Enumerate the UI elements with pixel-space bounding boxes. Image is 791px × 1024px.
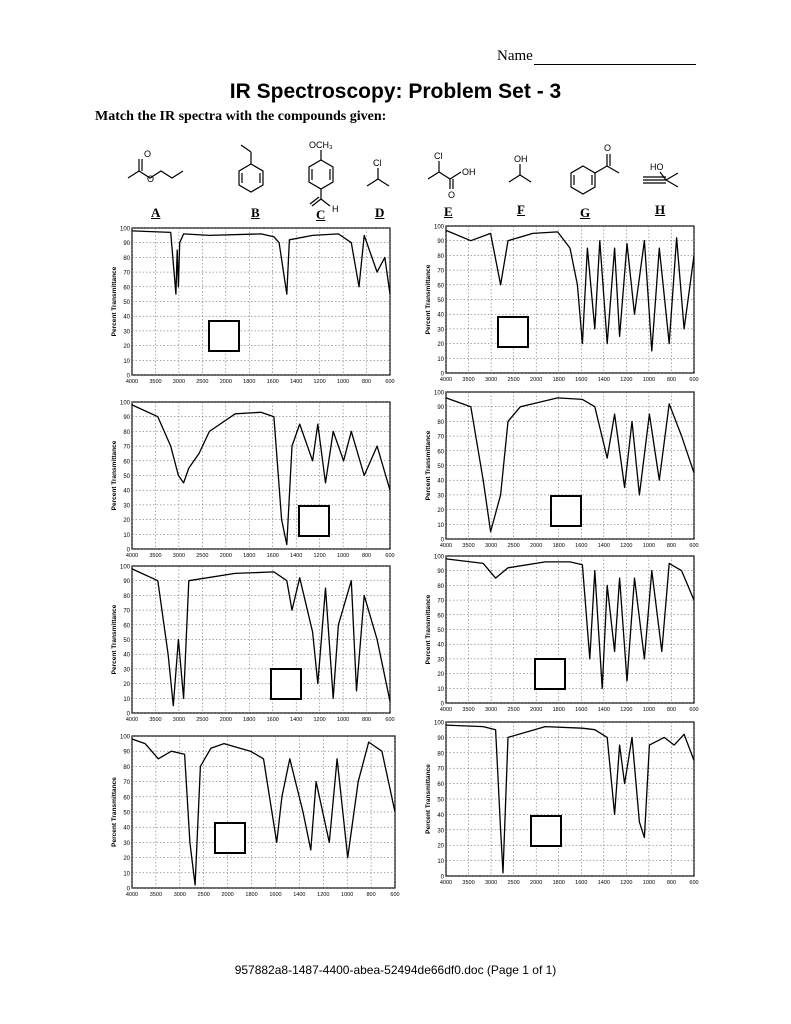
x-tick-label: 1200 <box>620 377 633 383</box>
y-tick-label: 20 <box>437 672 444 679</box>
y-tick-label: 50 <box>437 628 444 634</box>
answer-box[interactable] <box>298 505 330 537</box>
compound-label-c: C <box>316 207 326 222</box>
x-tick-label: 2000 <box>530 880 543 886</box>
y-tick-label: 50 <box>123 810 130 817</box>
y-tick-label: 20 <box>123 344 130 351</box>
x-tick-label: 3000 <box>173 892 186 898</box>
structure-h <box>643 172 678 187</box>
x-tick-label: 4000 <box>125 717 139 723</box>
answer-box[interactable] <box>208 320 240 352</box>
y-tick-label: 70 <box>123 608 130 615</box>
x-tick-label: 800 <box>361 553 372 559</box>
x-tick-label: 1600 <box>269 892 282 898</box>
y-tick-label: 0 <box>126 373 130 380</box>
x-tick-label: 1400 <box>293 892 306 898</box>
x-tick-label: 4000 <box>125 892 139 898</box>
x-tick-label: 1600 <box>266 553 279 559</box>
x-tick-label: 4000 <box>439 707 453 713</box>
y-axis-label: Percent Transmittance <box>111 604 118 675</box>
y-tick-label: 70 <box>437 434 444 441</box>
compound-label-f: F <box>517 202 525 217</box>
x-tick-label: 1400 <box>597 377 610 383</box>
x-tick-label: 600 <box>385 553 395 559</box>
structure-text-oh-e: OH <box>462 167 476 177</box>
x-tick-label: 3500 <box>149 717 162 723</box>
y-tick-label: 10 <box>437 522 444 529</box>
y-tick-label: 20 <box>437 508 444 515</box>
x-tick-label: 800 <box>666 880 677 886</box>
y-tick-label: 30 <box>437 327 444 334</box>
x-tick-label: 4000 <box>439 543 453 549</box>
structure-text-methoxy: OCH₃ <box>309 140 333 150</box>
ir-spectrum-panel <box>108 562 393 725</box>
name-blank-line[interactable] <box>534 50 696 65</box>
answer-box[interactable] <box>497 316 529 348</box>
x-tick-label: 1600 <box>575 880 588 886</box>
x-tick-label: 1000 <box>642 880 656 886</box>
x-tick-label: 1800 <box>243 553 256 559</box>
answer-box[interactable] <box>214 822 246 854</box>
structure-c <box>309 150 333 206</box>
structure-f <box>509 164 531 182</box>
y-tick-label: 70 <box>123 444 130 451</box>
x-tick-label: 800 <box>366 892 376 898</box>
x-tick-label: 600 <box>689 880 699 886</box>
y-tick-label: 80 <box>123 764 130 771</box>
x-tick-label: 3000 <box>172 379 186 385</box>
answer-box[interactable] <box>270 668 302 700</box>
x-tick-label: 1200 <box>620 880 633 886</box>
x-tick-label: 800 <box>666 377 677 383</box>
y-tick-label: 70 <box>437 598 444 605</box>
x-tick-label: 3000 <box>484 543 498 549</box>
y-tick-label: 100 <box>119 734 130 741</box>
x-tick-label: 2500 <box>507 543 520 549</box>
spectrum-trace <box>132 405 390 545</box>
y-tick-label: 40 <box>123 314 130 321</box>
x-tick-label: 2500 <box>507 707 520 713</box>
y-tick-label: 0 <box>126 886 130 893</box>
y-tick-label: 70 <box>437 268 444 275</box>
x-tick-label: 2000 <box>219 379 232 385</box>
x-tick-label: 2500 <box>197 892 210 898</box>
x-tick-label: 2000 <box>530 377 543 383</box>
structure-a <box>128 159 183 178</box>
x-tick-label: 600 <box>689 707 699 713</box>
x-tick-label: 3500 <box>462 543 475 549</box>
y-tick-label: 50 <box>437 464 444 470</box>
y-tick-label: 60 <box>437 283 444 290</box>
y-tick-label: 40 <box>123 652 130 659</box>
x-tick-label: 600 <box>385 379 395 385</box>
y-tick-label: 10 <box>437 356 444 363</box>
spectrum-trace <box>132 231 390 294</box>
x-tick-label: 1600 <box>575 543 588 549</box>
x-tick-label: 800 <box>666 707 677 713</box>
x-tick-label: 800 <box>361 717 372 723</box>
y-tick-label: 70 <box>123 270 130 277</box>
y-tick-label: 0 <box>440 371 444 378</box>
compound-label-b: B <box>251 205 260 220</box>
compound-label-e: E <box>444 204 453 219</box>
answer-box[interactable] <box>530 815 562 847</box>
x-tick-label: 3500 <box>149 892 163 898</box>
y-axis-label: Percent Transmittance <box>111 266 118 337</box>
structure-text-ester-o: O <box>147 174 155 184</box>
y-tick-label: 60 <box>437 449 444 456</box>
x-tick-label: 1600 <box>266 379 279 385</box>
y-tick-label: 20 <box>123 856 130 863</box>
y-axis-label: Percent Transmittance <box>111 777 118 847</box>
compound-label-h: H <box>655 202 666 217</box>
y-tick-label: 20 <box>123 518 130 525</box>
y-tick-label: 80 <box>437 751 444 758</box>
x-tick-label: 3000 <box>484 707 498 713</box>
compound-label-a: A <box>151 205 161 220</box>
y-tick-label: 100 <box>119 226 130 233</box>
x-tick-label: 2500 <box>196 717 209 723</box>
y-tick-label: 60 <box>437 782 444 789</box>
x-tick-label: 1000 <box>336 379 350 385</box>
x-tick-label: 600 <box>689 543 699 549</box>
structure-text-cl-d: Cl <box>373 158 382 168</box>
page-title: IR Spectroscopy: Problem Set - 3 <box>229 80 562 103</box>
page-footer: 957882a8-1487-4400-abea-52494de66df0.doc (Page 1 of 1) <box>234 963 557 977</box>
x-tick-label: 1800 <box>245 892 258 898</box>
x-tick-label: 600 <box>385 717 395 723</box>
x-tick-label: 3500 <box>462 880 475 886</box>
x-tick-label: 1800 <box>243 379 256 385</box>
y-tick-label: 40 <box>123 488 130 495</box>
y-tick-label: 80 <box>437 583 444 590</box>
y-axis-label: Percent Transmittance <box>425 264 432 335</box>
y-tick-label: 30 <box>123 503 130 510</box>
compound-structures <box>0 130 791 225</box>
structure-text-carbonyl-o: O <box>144 149 152 159</box>
x-tick-label: 4000 <box>125 379 139 385</box>
x-tick-label: 1400 <box>290 379 303 385</box>
x-tick-label: 3500 <box>149 553 162 559</box>
x-tick-label: 2000 <box>219 717 232 723</box>
x-tick-label: 3500 <box>462 377 475 383</box>
y-tick-label: 40 <box>123 825 130 832</box>
y-tick-label: 50 <box>123 474 130 480</box>
x-tick-label: 600 <box>390 892 400 898</box>
y-tick-label: 80 <box>123 429 130 436</box>
ir-spectrum-panel <box>108 732 398 900</box>
y-tick-label: 80 <box>437 253 444 260</box>
x-tick-label: 3500 <box>462 707 475 713</box>
x-tick-label: 1200 <box>620 707 633 713</box>
y-tick-label: 100 <box>433 390 444 397</box>
y-tick-label: 90 <box>437 569 444 576</box>
x-tick-label: 1200 <box>620 543 633 549</box>
x-tick-label: 1000 <box>642 377 656 383</box>
x-tick-label: 1800 <box>552 707 565 713</box>
x-tick-label: 1400 <box>597 543 610 549</box>
y-tick-label: 0 <box>440 874 444 881</box>
y-tick-label: 90 <box>123 579 130 586</box>
x-tick-label: 2000 <box>530 543 543 549</box>
y-tick-label: 0 <box>126 711 130 718</box>
y-tick-label: 60 <box>123 285 130 292</box>
y-tick-label: 50 <box>437 298 444 304</box>
y-tick-label: 30 <box>123 667 130 674</box>
x-tick-label: 3000 <box>172 553 186 559</box>
ir-spectrum-panel <box>422 552 697 715</box>
y-tick-label: 10 <box>123 871 130 878</box>
x-tick-label: 1800 <box>552 377 565 383</box>
x-tick-label: 1000 <box>642 707 656 713</box>
y-axis-label: Percent Transmittance <box>425 594 432 665</box>
x-tick-label: 1200 <box>313 553 326 559</box>
y-axis-label: Percent Transmittance <box>111 440 118 511</box>
y-tick-label: 100 <box>119 564 130 571</box>
y-tick-label: 70 <box>123 780 130 787</box>
structure-b <box>239 145 263 192</box>
y-tick-label: 20 <box>437 342 444 349</box>
x-tick-label: 1400 <box>290 717 303 723</box>
x-tick-label: 1800 <box>243 717 256 723</box>
x-tick-label: 1000 <box>336 717 350 723</box>
x-tick-label: 1400 <box>597 707 610 713</box>
structure-text-oh-f: OH <box>514 154 528 164</box>
answer-box[interactable] <box>550 495 582 527</box>
ir-spectrum-panel <box>108 224 393 387</box>
ir-spectrum-panel <box>422 222 697 385</box>
y-tick-label: 0 <box>126 547 130 554</box>
y-tick-label: 60 <box>123 623 130 630</box>
spectrum-trace <box>446 559 694 688</box>
x-tick-label: 3000 <box>484 377 498 383</box>
y-tick-label: 80 <box>123 255 130 262</box>
x-tick-label: 2000 <box>530 707 543 713</box>
y-tick-label: 40 <box>437 478 444 485</box>
y-tick-label: 30 <box>437 493 444 500</box>
y-tick-label: 30 <box>437 657 444 664</box>
x-tick-label: 3500 <box>149 379 162 385</box>
spectrum-trace <box>132 569 390 706</box>
structure-text-o-g: O <box>604 143 612 153</box>
y-tick-label: 40 <box>437 812 444 819</box>
y-tick-label: 50 <box>437 797 444 804</box>
y-tick-label: 40 <box>437 642 444 649</box>
y-tick-label: 10 <box>437 686 444 693</box>
structure-text-ho-h: HO <box>650 162 664 172</box>
x-tick-label: 1600 <box>266 717 279 723</box>
y-axis-label: Percent Transmittance <box>425 430 432 501</box>
name-label: Name <box>497 48 533 64</box>
x-tick-label: 800 <box>361 379 372 385</box>
spectrum-trace <box>446 230 694 351</box>
y-axis-label: Percent Transmittance <box>425 764 432 834</box>
y-tick-label: 60 <box>437 613 444 620</box>
y-tick-label: 70 <box>437 766 444 773</box>
name-field[interactable] <box>497 48 696 65</box>
x-tick-label: 2000 <box>219 553 232 559</box>
y-tick-label: 30 <box>437 828 444 835</box>
y-tick-label: 20 <box>437 843 444 850</box>
y-tick-label: 10 <box>123 696 130 703</box>
structure-d <box>367 168 389 186</box>
x-tick-label: 600 <box>689 377 699 383</box>
y-tick-label: 30 <box>123 329 130 336</box>
y-tick-label: 10 <box>123 532 130 539</box>
y-tick-label: 80 <box>123 593 130 600</box>
y-tick-label: 0 <box>440 537 444 544</box>
y-tick-label: 10 <box>437 859 444 866</box>
y-tick-label: 10 <box>123 358 130 365</box>
ir-spectrum-panel <box>108 398 393 561</box>
compound-label-g: G <box>580 205 591 220</box>
x-tick-label: 1600 <box>575 707 588 713</box>
x-tick-label: 1800 <box>552 543 565 549</box>
structure-g <box>571 154 619 194</box>
y-tick-label: 20 <box>123 682 130 689</box>
x-tick-label: 4000 <box>439 377 453 383</box>
structure-text-cl-e: Cl <box>434 151 443 161</box>
x-tick-label: 4000 <box>125 553 139 559</box>
y-tick-label: 90 <box>437 735 444 742</box>
structure-text-aldehyde-h: H <box>332 204 339 214</box>
y-tick-label: 100 <box>433 224 444 231</box>
y-tick-label: 100 <box>119 400 130 407</box>
y-tick-label: 40 <box>437 312 444 319</box>
x-tick-label: 2500 <box>196 553 209 559</box>
answer-box[interactable] <box>534 658 566 690</box>
structure-e <box>428 161 461 189</box>
x-tick-label: 1000 <box>336 553 350 559</box>
x-tick-label: 1200 <box>313 717 326 723</box>
y-tick-label: 50 <box>123 300 130 306</box>
y-tick-label: 0 <box>440 701 444 708</box>
x-tick-label: 1200 <box>313 379 326 385</box>
x-tick-label: 3000 <box>172 717 186 723</box>
y-tick-label: 30 <box>123 840 130 847</box>
x-tick-label: 1800 <box>552 880 565 886</box>
x-tick-label: 1400 <box>290 553 303 559</box>
y-tick-label: 100 <box>433 720 444 727</box>
x-tick-label: 2500 <box>507 377 520 383</box>
compound-label-d: D <box>375 205 385 220</box>
instructions: Match the IR spectra with the compounds given: <box>95 109 387 124</box>
y-tick-label: 90 <box>123 749 130 756</box>
x-tick-label: 2500 <box>196 379 209 385</box>
x-tick-label: 800 <box>666 543 677 549</box>
y-tick-label: 60 <box>123 795 130 802</box>
structure-text-o-e: O <box>448 190 456 200</box>
y-tick-label: 80 <box>437 419 444 426</box>
x-tick-label: 1000 <box>642 543 656 549</box>
x-tick-label: 1200 <box>317 892 330 898</box>
x-tick-label: 4000 <box>439 880 453 886</box>
x-tick-label: 2000 <box>221 892 234 898</box>
y-tick-label: 90 <box>437 405 444 412</box>
y-tick-label: 100 <box>433 554 444 561</box>
y-tick-label: 60 <box>123 459 130 466</box>
y-tick-label: 90 <box>123 241 130 248</box>
ir-spectrum-panel <box>422 718 697 888</box>
y-tick-label: 50 <box>123 638 130 644</box>
x-tick-label: 3000 <box>484 880 498 886</box>
y-tick-label: 90 <box>123 415 130 422</box>
x-tick-label: 2500 <box>507 880 520 886</box>
y-tick-label: 90 <box>437 239 444 246</box>
x-tick-label: 1000 <box>341 892 354 898</box>
x-tick-label: 1600 <box>575 377 588 383</box>
x-tick-label: 1400 <box>597 880 610 886</box>
